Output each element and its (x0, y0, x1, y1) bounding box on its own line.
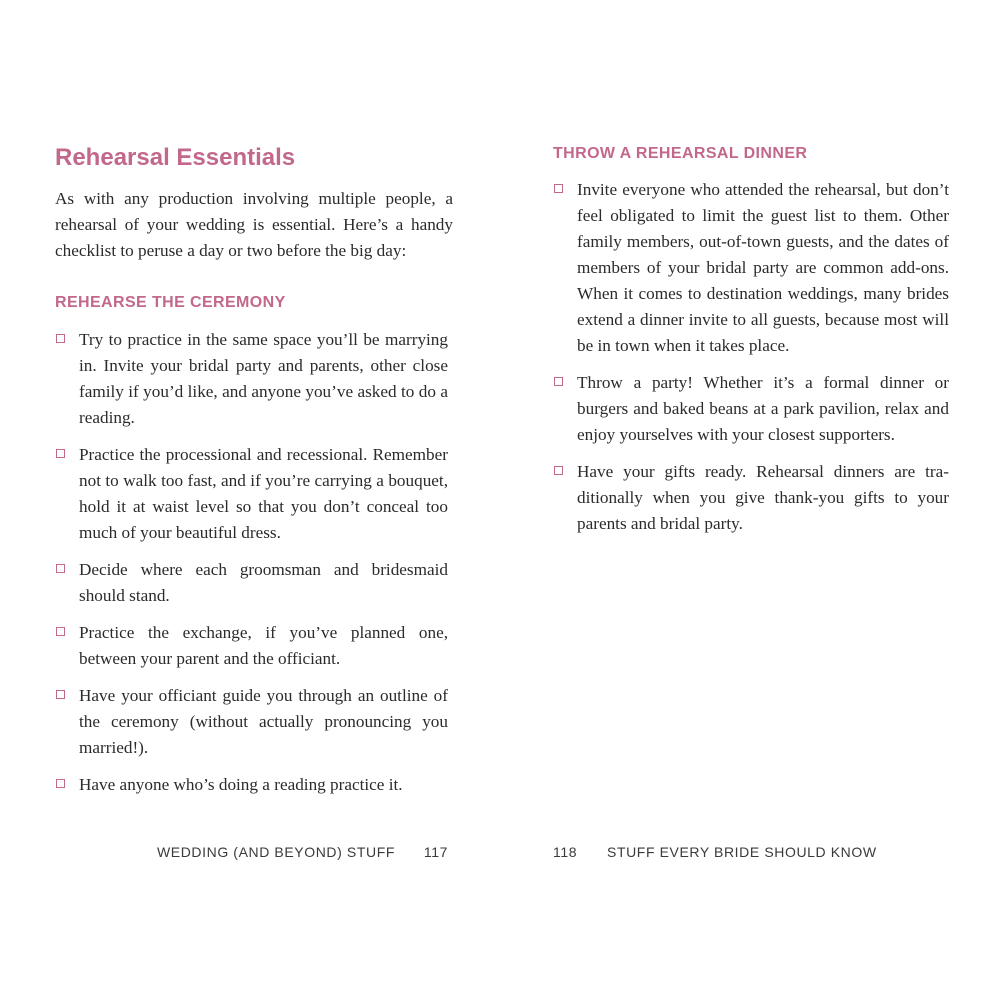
right-page (500, 0, 1000, 1000)
checkbox-icon (56, 627, 65, 636)
checklist-item (55, 620, 448, 672)
checkbox-icon (56, 449, 65, 458)
page-number: 117 (423, 844, 448, 860)
checklist-item (553, 459, 949, 537)
page-title: Rehearsal Essentials (55, 144, 296, 171)
checkbox-icon (56, 779, 65, 788)
checkbox-icon (554, 377, 563, 386)
checklist-item (55, 683, 448, 761)
dinner-checklist (553, 177, 949, 548)
checklist-item-text: Decide where each groomsman and bridesmaid should stand. (79, 560, 448, 605)
checklist-item (55, 772, 448, 798)
section-heading-rehearse-ceremony: REHEARSE THE CEREMONY (55, 294, 286, 311)
checklist-item-text: Have your gifts ready. Rehearsal dinners are traditionally when you give thank-you gifts to your parents and bridal party. (577, 462, 949, 533)
checkbox-icon (56, 334, 65, 343)
checkbox-icon (554, 466, 563, 475)
page-number: 118 (553, 844, 578, 860)
checklist-item-text: Throw a party! Whether it’s a formal dinner or burgers and baked beans at a park pavilion, relax and enjoy yourselves with your closest supporters. (577, 373, 949, 444)
checklist-item-text: Practice the exchange, if you’ve planned one, between your parent and the officiant. (79, 623, 448, 668)
checklist-item (553, 177, 949, 359)
section-heading-rehearsal-dinner: THROW A REHEARSAL DINNER (553, 145, 808, 162)
checklist-item-text: Invite everyone who attended the rehearsal, but don’t feel obligated to limit the guest list to them. Other family members, out-of-town guests, and the dates of members of your bridal party are common add-ons. When it comes to destination weddings, many brides extend a dinner invite to all guests, because most will be in town when it takes place. (577, 180, 949, 355)
checklist-item-text: Try to practice in the same space you’ll be marrying in. Invite your bridal party and parents, other close family if you’d like, and anyone you’ve asked to do a reading. (79, 330, 448, 427)
checklist-item-text: Have anyone who’s doing a reading practice it. (79, 775, 403, 794)
checkbox-icon (56, 564, 65, 573)
running-footer-title: WEDDING (AND BEYOND) STUFF (156, 844, 395, 860)
running-footer-title: STUFF EVERY BRIDE SHOULD KNOW (607, 844, 877, 860)
ceremony-checklist (55, 327, 448, 809)
checklist-item (55, 327, 448, 431)
checkbox-icon (554, 184, 563, 193)
intro-paragraph: As with any production involving multiple people, a rehearsal of your wedding is essential. Here’s a handy checklist to peruse a day or two before the big day: (55, 189, 453, 260)
checklist-item (55, 442, 448, 546)
checklist-item-text: Have your officiant guide you through an outline of the ceremony (without actually pronouncing you married!). (79, 686, 448, 757)
checkbox-icon (56, 690, 65, 699)
checklist-item-text: Practice the processional and recessional. Remember not to walk too fast, and if you’re carrying a bouquet, hold it at waist level so that you don’t conceal too much of your beautiful dress. (79, 445, 448, 542)
checklist-item (553, 370, 949, 448)
checklist-item (55, 557, 448, 609)
